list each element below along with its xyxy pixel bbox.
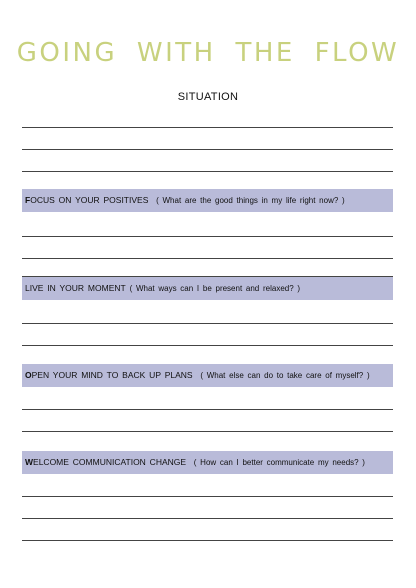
section-initial: O	[25, 370, 32, 380]
section-initial: F	[25, 195, 31, 205]
section-heading: PEN YOUR MIND TO BACK UP PLANS	[31, 370, 193, 380]
live-line-2[interactable]	[22, 345, 393, 346]
situation-line-1[interactable]	[22, 127, 393, 128]
section-heading: OCUS ON YOUR POSITIVES	[30, 195, 149, 205]
section-band-welcome	[22, 451, 393, 474]
section-question: ( What else can do to take care of myself? )	[200, 371, 370, 380]
section-question: ( What ways can I be present and relaxed? )	[129, 284, 301, 293]
section-initial: L	[25, 283, 30, 293]
live-line-1[interactable]	[22, 323, 393, 324]
focus-line-1[interactable]	[22, 236, 393, 237]
focus-line-2[interactable]	[22, 258, 393, 259]
section-question: ( What are the good things in my life right now? )	[156, 196, 345, 205]
section-band-focus	[22, 189, 393, 212]
section-band-open	[22, 364, 393, 387]
welcome-line-1[interactable]	[22, 496, 393, 497]
section-heading: ELCOME COMMUNICATION CHANGE	[33, 457, 187, 467]
open-line-2[interactable]	[22, 431, 393, 432]
situation-line-3[interactable]	[22, 171, 393, 172]
section-heading: IVE IN YOUR MOMENT	[29, 283, 126, 293]
section-initial: W	[25, 457, 34, 467]
welcome-line-3[interactable]	[22, 540, 393, 541]
section-question: ( How can I better communicate my needs? )	[193, 458, 365, 467]
section-band-live	[22, 277, 393, 300]
situation-heading: SITUATION	[177, 91, 239, 103]
welcome-line-2[interactable]	[22, 518, 393, 519]
situation-line-2[interactable]	[22, 149, 393, 150]
open-line-1[interactable]	[22, 409, 393, 410]
page-title: GOING WITH THE FLOW	[16, 38, 400, 68]
